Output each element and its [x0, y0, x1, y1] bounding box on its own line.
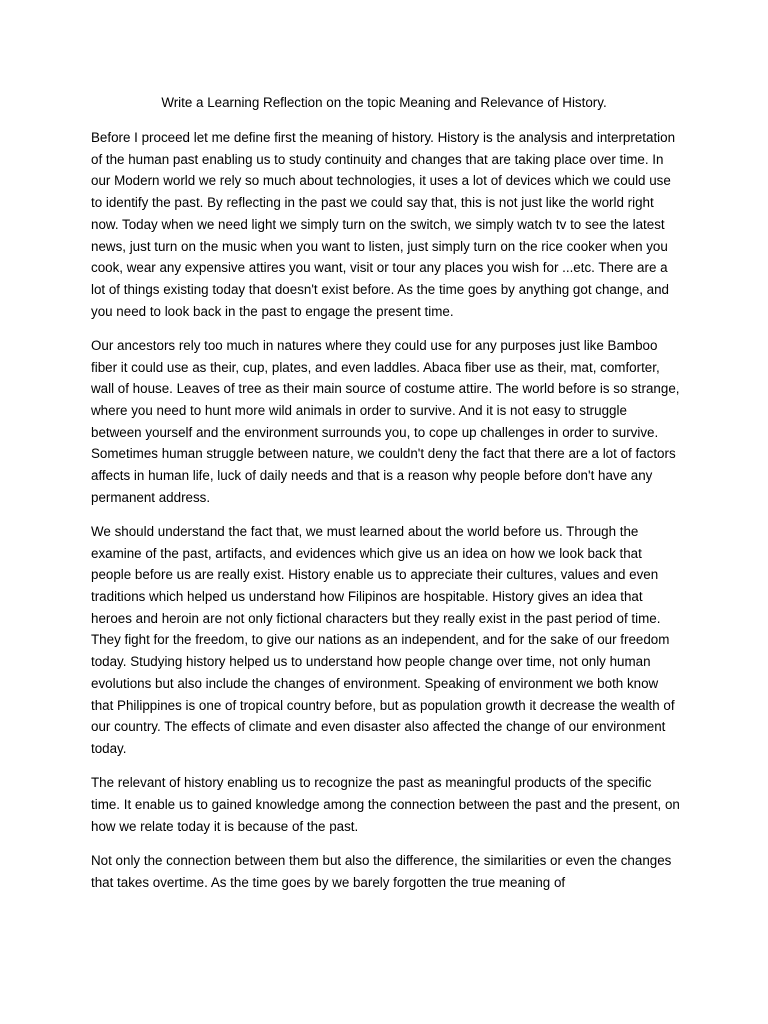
document-body — [91, 127, 681, 906]
paragraph-3: We should understand the fact that, we must learned about the world before us. Through the examine of the past, artifacts, and evidences which give us an idea on how we look back that people before us are really exist. History enable us to appreciate their cultures, values and even traditions which helped us understand how Filipinos are hospitable. History gives an idea that heroes and heroin are not only fictional characters but they really exist in the past period of time. They fight for the freedom, to give our nations as an independent, and for the sake of our freedom today. Studying history helped us to understand how people change over time, not only human evolutions but also include the changes of environment. Speaking of environment we both know that Philippines is one of tropical country before, but as population growth it decrease the wealth of our country. The effects of climate and even disaster also affected the change of our environment today. — [91, 523, 675, 756]
paragraph-1: Before I proceed let me define first the meaning of history. History is the analysis and interpretation of the human past enabling us to study continuity and changes that are taking place over time. In our Modern world we rely so much about technologies, it uses a lot of devices which we could use to identify the past. By reflecting in the past we could say that, this is not just like the world right now. Today when we need light we simply turn on the switch, we simply watch tv to see the latest news, just turn on the music when you want to listen, just simply turn on the rice cooker when you cook, wear any expensive attires you want, visit or tour any places you wish for ...etc. There are a lot of things existing today that doesn't exist before. As the time goes by anything got change, and you need to look back in the past to engage the present time. — [91, 130, 676, 319]
paragraph-2: Our ancestors rely too much in natures where they could use for any purposes just like Bamboo fiber it could use as their, cup, plates, and even laddles. Abaca fiber use as their, mat, comforter, wall of house. Leaves of tree as their main source of costume attire. The world before is so strange, where you need to hunt more wild animals in order to survive. And it is not easy to struggle between yourself and the environment surrounds you, to cope up challenges in order to survive. Sometimes human struggle between nature, we couldn't deny the fact that there are a lot of factors affects in human life, luck of daily needs and that is a reason why people before don't have any permanent address. — [91, 337, 680, 505]
paragraph-5: Not only the connection between them but also the difference, the similarities or even the changes that takes overtime. As the time goes by we barely forgotten the true meaning of — [91, 852, 672, 890]
document-title: Write a Learning Reflection on the topic Meaning and Relevance of History. — [161, 95, 607, 110]
paragraph-4: The relevant of history enabling us to recognize the past as meaningful products of the specific time. It enable us to gained knowledge among the connection between the past and the present, on how we relate today it is because of the past. — [91, 775, 680, 834]
